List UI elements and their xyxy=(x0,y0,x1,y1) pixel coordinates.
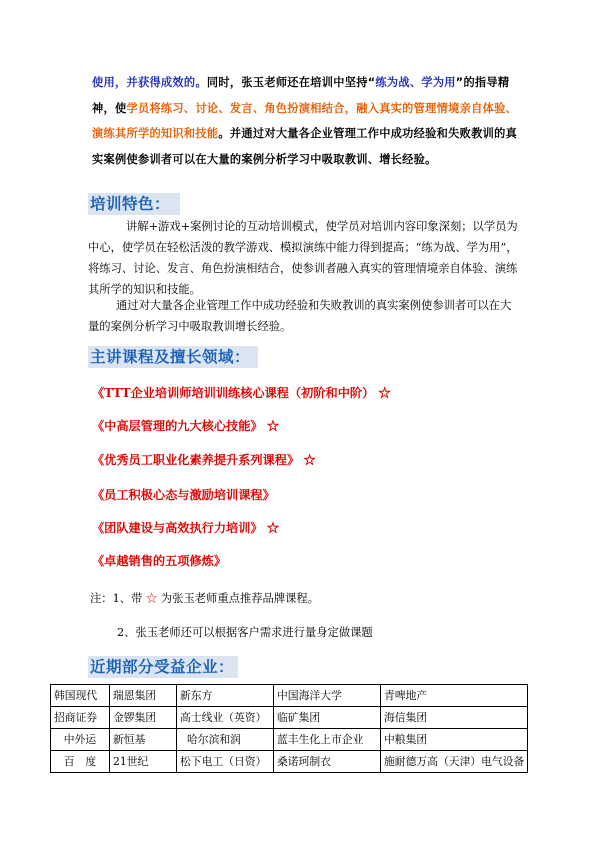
table-cell: 临矿集团 xyxy=(274,707,381,729)
course-item: 《员工积极心态与激励培训课程》 xyxy=(92,488,275,502)
table-row xyxy=(51,707,528,729)
table-cell: 新东方 xyxy=(177,685,274,707)
table-cell: 中国海洋大学 xyxy=(274,685,381,707)
table-cell: 瑞恩集团 xyxy=(110,685,177,707)
intro-text-6: 。并通过对大量各企业管理工作中成功经验和失败教训的真实案例使参训者可以在大量的案例分析学习中吸取教训、增长经验。 xyxy=(92,127,518,166)
course-item: 《卓越销售的五项修炼》 xyxy=(92,554,227,568)
table-cell: 21世纪 xyxy=(110,751,177,773)
table-cell: 高士线业（英资） xyxy=(177,707,274,729)
intro-text-2: 同时，张玉老师还在培训中坚持“ xyxy=(206,76,376,89)
table-cell: 哈尔滨和润 xyxy=(177,729,274,751)
intro-text-5: 学员将练习、讨论、发言、角色扮演相结合，融入真实的管理情境亲自体验、演练其所学的知识和技能 xyxy=(92,101,518,140)
course-item: 《TTT企业培训师培训训练核心课程（初阶和中阶） ☆ xyxy=(92,386,391,400)
courses-heading: 主讲课程及擅长领域： xyxy=(90,348,251,366)
star-icon: ☆ xyxy=(145,592,158,605)
intro-text-4: ”的指导精神，使 xyxy=(92,76,510,115)
course-item: 《中高层管理的九大核心技能》 ☆ xyxy=(92,419,280,433)
features-paragraph-1: 讲解+游戏+案例讨论的互动培训模式，使学员对培训内容印象深刻；以学员为中心，使学员在轻松活泼的教学游戏、模拟演练中能力得到提高；“练为战、学为用”，将练习、讨论、发言、角色扮演相结合，使参训者融入真实的管理情境亲自体验、演练其所学的知识和技能。 xyxy=(88,220,518,296)
table-row xyxy=(51,751,528,773)
intro-text-1: 使用，并获得成效的。 xyxy=(92,76,207,89)
intro-paragraph xyxy=(92,70,522,172)
table-cell: 金锣集团 xyxy=(110,707,177,729)
table-cell: 韩国现代 xyxy=(51,685,110,707)
intro-text-3: 练为战、学为用 xyxy=(375,76,456,89)
course-item: 《团队建设与高效执行力培训》 ☆ xyxy=(92,521,280,535)
table-cell: 桑诺珂制衣 xyxy=(274,751,381,773)
note-2: 2、张玉老师还可以根据客户需求进行量身定做课题 xyxy=(117,626,373,639)
table-cell: 招商证券 xyxy=(51,707,110,729)
table-cell: 中粮集团 xyxy=(381,729,528,751)
star-icon: ☆ xyxy=(378,386,391,400)
clients-table xyxy=(50,684,528,773)
features-heading: 培训特色： xyxy=(90,195,171,213)
table-cell: 新恒基 xyxy=(110,729,177,751)
note-1: 注：1、带 ☆ 为张玉老师重点推荐品牌课程。 xyxy=(90,592,320,605)
star-icon: ☆ xyxy=(266,521,280,535)
table-cell: 中外运 xyxy=(51,729,110,751)
course-item: 《优秀员工职业化素养提升系列课程》 ☆ xyxy=(92,453,316,467)
table-cell: 蓝丰生化上市企业 xyxy=(274,729,381,751)
star-icon: ☆ xyxy=(303,453,316,467)
table-cell: 海信集团 xyxy=(381,707,528,729)
table-cell: 百 度 xyxy=(51,751,110,773)
table-row xyxy=(51,729,528,751)
table-row xyxy=(51,685,528,707)
table-cell: 施耐德万高（天津）电气设备 xyxy=(381,751,528,773)
clients-heading: 近期部分受益企业： xyxy=(90,658,235,676)
features-paragraph-2: 通过对大量各企业管理工作中成功经验和失败教训的真实案例使参训者可以在大量的案例分析学习中吸取教训增长经验。 xyxy=(88,299,512,333)
star-icon: ☆ xyxy=(266,419,280,433)
table-cell: 松下电工（日资） xyxy=(177,751,274,773)
table-cell: 青啤地产 xyxy=(381,685,528,707)
